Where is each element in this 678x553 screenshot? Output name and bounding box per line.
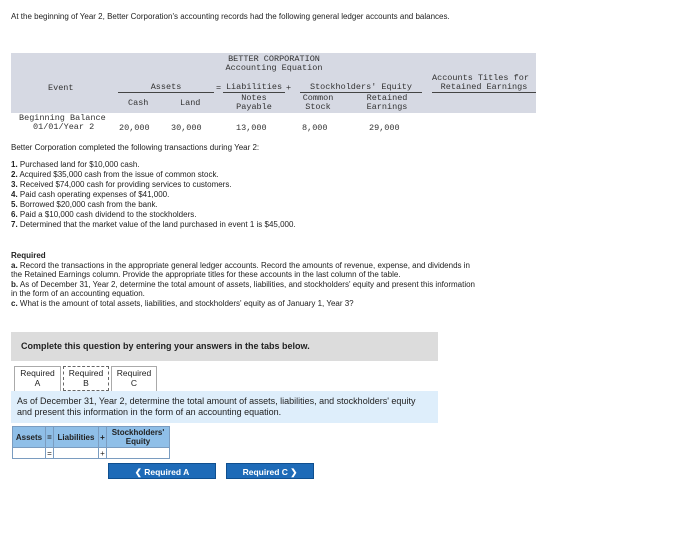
retained-earnings-header-line1: Retained [366, 93, 408, 103]
required-section [11, 251, 481, 308]
equity-input[interactable] [107, 448, 170, 459]
answer-table [12, 426, 170, 459]
common-stock-header-line2: Stock [305, 102, 331, 112]
required-heading: Required [11, 251, 46, 260]
plus-operator: + [99, 427, 107, 448]
tab-panel-text: As of December 31, Year 2, determine the total amount of assets, liabilities, and stockholders' equity and present this information in the form of an accounting equation. [17, 396, 416, 417]
list-item: 1. Purchased land for $10,000 cash. [11, 160, 140, 169]
instruction-text: Complete this question by entering your answers in the tabs below. [21, 341, 310, 351]
plus-operator-cell: + [100, 448, 105, 458]
cash-header: Cash [128, 98, 149, 108]
equals-operator: = [46, 427, 54, 448]
prev-tab-button[interactable]: ❮ Required A [108, 463, 216, 479]
liabilities-input[interactable] [54, 448, 99, 459]
list-item: 2. Acquired $35,000 cash from the issue of common stock. [11, 170, 219, 179]
beginning-land: 30,000 [171, 123, 202, 133]
tab-required-a[interactable]: Required A [14, 366, 61, 391]
common-stock-header-line1: Common [302, 93, 334, 103]
beginning-balance-label: Beginning Balance [19, 113, 106, 123]
notes-header-line1: Notes [241, 93, 267, 103]
beginning-cash: 20,000 [119, 123, 150, 133]
equation-title: BETTER CORPORATION [228, 54, 320, 64]
equity-header: Stockholders' Equity [300, 82, 422, 93]
list-item: 4. Paid cash operating expenses of $41,000. [11, 190, 170, 199]
required-a: a. Record the transactions in the appropriate general ledger accounts. Record the amounts of revenue, expense, and dividends in the Retained Earnings column. Provide the appropriate titles for these accounts in the last column of the table. [11, 260, 470, 279]
beginning-common-stock: 8,000 [302, 123, 328, 133]
list-item: 7. Determined that the market value of the land purchased in event 1 is $45,000. [11, 220, 296, 229]
titles-header-line2: Retained Earnings [432, 82, 536, 93]
land-header: Land [180, 98, 201, 108]
titles-header-line1: Accounts Titles for [432, 73, 529, 83]
transactions-list [11, 160, 296, 230]
assets-column-header: Assets [13, 427, 46, 448]
beginning-balance-date: 01/01/Year 2 [33, 122, 95, 132]
equals-operator-cell: = [47, 448, 52, 458]
tab-required-b[interactable]: Required B [63, 366, 109, 391]
tab-panel [11, 391, 438, 423]
list-item: 3. Received $74,000 cash for providing services to customers. [11, 180, 232, 189]
next-tab-button[interactable]: Required C ❯ [226, 463, 314, 479]
equity-column-header: Stockholders' Equity [107, 427, 170, 448]
intro-text: At the beginning of Year 2, Better Corporation's accounting records had the following general ledger accounts and balances. [11, 12, 450, 21]
tab-required-c[interactable]: Required C [111, 366, 157, 391]
equals-sign: = [216, 83, 222, 93]
beginning-notes-payable: 13,000 [236, 123, 267, 133]
event-header: Event [48, 83, 74, 93]
beginning-retained-earnings: 29,000 [369, 123, 400, 133]
instruction-bar [11, 332, 438, 361]
required-b: b. As of December 31, Year 2, determine the total amount of assets, liabilities, and stockholders' equity and present this information in the form of an accounting equation. [11, 279, 476, 298]
transactions-title: Better Corporation completed the following transactions during Year 2: [11, 143, 260, 152]
notes-header-line2: Payable [236, 102, 272, 112]
equation-subtitle: Accounting Equation [225, 63, 323, 73]
assets-header: Assets [118, 82, 214, 93]
required-c: c. What is the amount of total assets, liabilities, and stockholders' equity as of January 1, Year 3? [11, 298, 354, 308]
list-item: 6. Paid a $10,000 cash dividend to the stockholders. [11, 210, 197, 219]
assets-input[interactable] [13, 448, 46, 459]
retained-earnings-header-line2: Earnings [366, 102, 408, 112]
list-item: 5. Borrowed $20,000 cash from the bank. [11, 200, 158, 209]
plus-sign: + [286, 83, 292, 93]
liabilities-column-header: Liabilities [54, 427, 99, 448]
liabilities-header: Liabilities [223, 82, 285, 93]
